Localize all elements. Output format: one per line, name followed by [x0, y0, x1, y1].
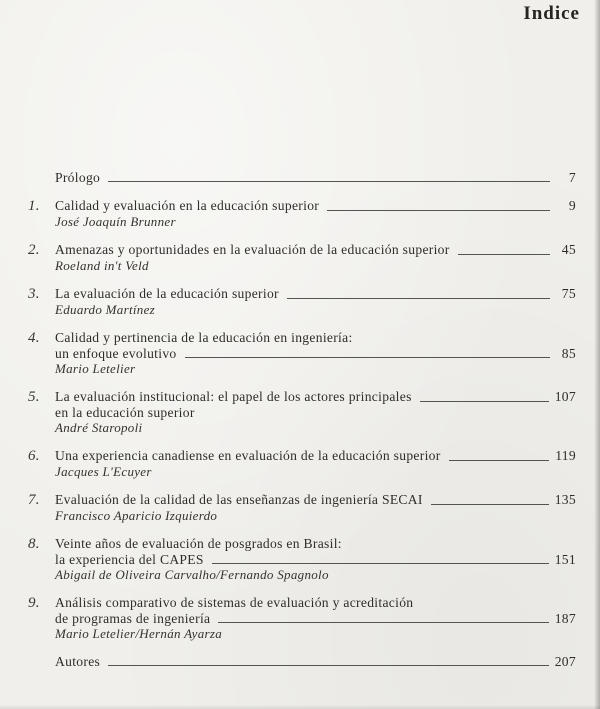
entry-number: 9.: [28, 595, 40, 611]
toc-entry-line: [28, 389, 576, 405]
leader-line: [431, 504, 549, 505]
toc-entry: [28, 492, 576, 523]
toc-entry-line: [28, 595, 576, 611]
entry-number: 2.: [28, 242, 40, 258]
entry-author: Jacques L'Ecuyer: [55, 464, 152, 479]
entry-title: La evaluación institucional: el papel de los actores principales: [55, 389, 412, 404]
entry-author: André Staropoli: [55, 420, 143, 435]
entry-title: de programas de ingeniería: [55, 611, 211, 626]
leader-line: [185, 357, 550, 358]
entry-number: 1.: [28, 198, 40, 214]
entry-title: Análisis comparativo de sistemas de evaluación y acreditación: [55, 595, 414, 610]
toc-entry: [28, 389, 576, 435]
entry-title: Amenazas y oportunidades en la evaluación de la educación superior: [55, 242, 450, 257]
toc-entry-line: [28, 611, 576, 626]
toc-entry-line: [28, 654, 576, 669]
page-number: 107: [554, 389, 576, 404]
toc-entry-line: [28, 405, 576, 420]
toc-entry: [28, 198, 576, 229]
page-number: 207: [554, 654, 576, 669]
entry-number: 8.: [28, 536, 40, 552]
toc-entry: [28, 536, 576, 582]
leader-line: [287, 298, 550, 299]
page-number: 119: [555, 448, 576, 463]
entry-number: 4.: [28, 330, 40, 346]
entry-author: Mario Letelier/Hernán Ayarza: [55, 626, 223, 641]
leader-line: [218, 622, 548, 623]
page-number: 151: [554, 552, 576, 567]
leader-line: [458, 254, 550, 255]
leader-line: [108, 181, 550, 182]
entry-author: Abigail de Oliveira Carvalho/Fernando Spagnolo: [55, 567, 329, 582]
entry-title: Prólogo: [55, 170, 101, 185]
leader-line: [108, 665, 549, 666]
entry-number: 5.: [28, 389, 40, 405]
toc-entry: [28, 595, 576, 641]
entry-author: Eduardo Martínez: [55, 302, 156, 317]
entry-number: 3.: [28, 286, 40, 302]
scan-edge-bottom: [0, 705, 600, 709]
entry-number: 6.: [28, 448, 40, 464]
leader-line: [327, 210, 550, 211]
entry-number: 7.: [28, 492, 40, 508]
leader-line: [212, 563, 549, 564]
entry-author: Mario Letelier: [55, 361, 136, 376]
entry-title: Calidad y pertinencia de la educación en ingeniería:: [55, 330, 353, 345]
toc-entry-line: [28, 536, 576, 552]
toc-entry: [28, 170, 576, 185]
page-number: 9: [568, 198, 576, 213]
page-title: Indice: [523, 3, 580, 24]
leader-line: [420, 401, 549, 402]
toc-entry-line: [28, 492, 576, 508]
toc-list: [28, 170, 576, 682]
entry-title: Una experiencia canadiense en evaluación de la educación superior: [55, 448, 441, 463]
page-number: 135: [554, 492, 576, 507]
entry-author: José Joaquín Brunner: [55, 214, 176, 229]
entry-title: Veinte años de evaluación de posgrados en Brasil:: [55, 536, 342, 551]
page-number: 75: [561, 286, 576, 301]
page-number: 45: [561, 242, 576, 257]
entry-title: un enfoque evolutivo: [55, 346, 177, 361]
page-number: 7: [568, 170, 576, 185]
toc-entry-line: [28, 330, 576, 346]
entry-author: Francisco Aparicio Izquierdo: [55, 508, 218, 523]
scan-edge-right: [594, 0, 600, 709]
page-number: 187: [554, 611, 576, 626]
toc-entry: [28, 242, 576, 273]
toc-entry: [28, 330, 576, 376]
entry-title: La evaluación de la educación superior: [55, 286, 279, 301]
entry-title: en la educación superior: [55, 405, 195, 420]
toc-entry-line: [28, 286, 576, 302]
toc-entry: [28, 448, 576, 479]
entry-title: Evaluación de la calidad de las enseñanzas de ingeniería SECAI: [55, 492, 423, 507]
toc-entry: [28, 654, 576, 669]
page-number: 85: [561, 346, 576, 361]
toc-entry-line: [28, 346, 576, 361]
toc-entry-line: [28, 242, 576, 258]
toc-entry-line: [28, 448, 576, 464]
leader-line: [449, 460, 550, 461]
toc-entry: [28, 286, 576, 317]
entry-title: Autores: [55, 654, 101, 669]
toc-entry-line: [28, 170, 576, 185]
entry-author: Roeland in't Veld: [55, 258, 149, 273]
entry-title: Calidad y evaluación en la educación superior: [55, 198, 320, 213]
entry-title: la experiencia del CAPES: [55, 552, 204, 567]
toc-entry-line: [28, 552, 576, 567]
toc-entry-line: [28, 198, 576, 214]
